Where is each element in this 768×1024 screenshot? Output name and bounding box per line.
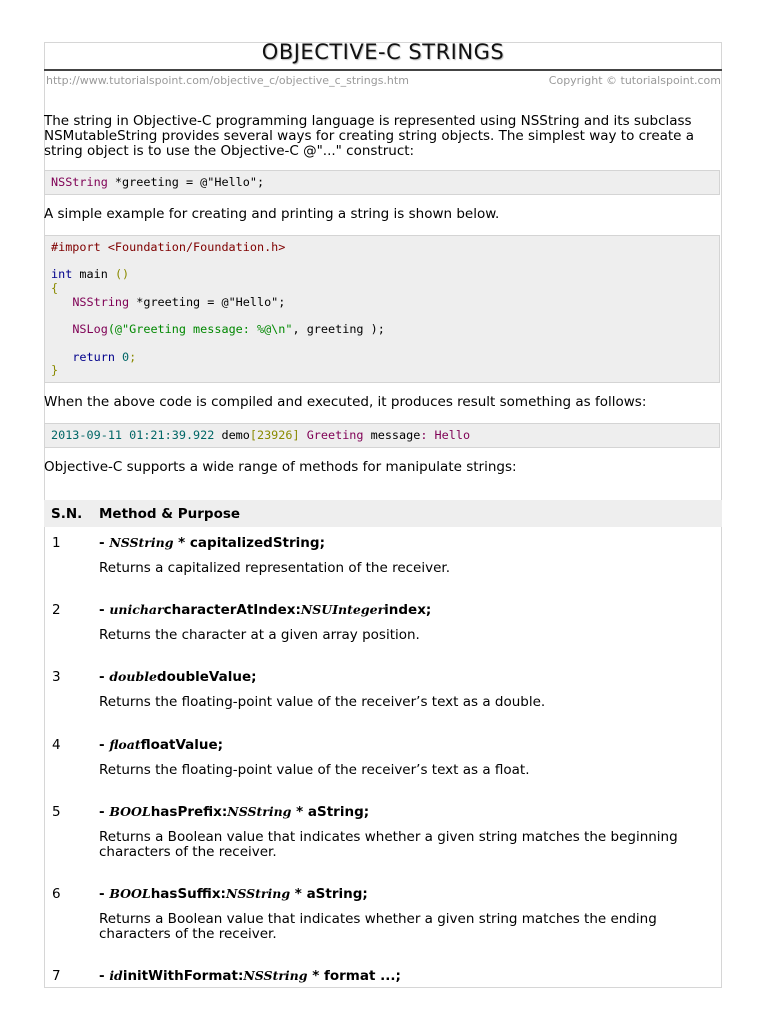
code-token: message	[363, 428, 421, 442]
signature-name: initWithFormat:	[122, 968, 244, 984]
code-token: : Hello	[420, 428, 471, 442]
method-signature	[99, 804, 369, 820]
intro-paragraph: The string in Objective-C programming language is represented using NSString and its subclass NSMutableString provides several ways for creating string objects. The simplest way to create a string object is to use the Objective-C @"..." construct:	[44, 113, 695, 159]
code-token: NSString	[72, 294, 130, 309]
code-token: demo	[214, 428, 250, 442]
row-number: 6	[52, 886, 61, 902]
signature-type: BOOL	[109, 886, 151, 901]
signature-dash: -	[99, 737, 110, 753]
signature-dash: -	[99, 535, 110, 551]
row-number: 5	[52, 804, 61, 820]
code-block-output	[44, 423, 720, 448]
method-description: Returns a Boolean value that indicates whether a given string matches the ending characters of the receiver.	[99, 911, 657, 942]
code-block-example	[44, 235, 720, 383]
example-label: A simple example for creating and printing a string is shown below.	[44, 206, 500, 222]
signature-type: id	[109, 968, 123, 983]
code-token: , greeting );	[292, 322, 385, 337]
signature-type: double	[109, 669, 157, 684]
signature-dash: -	[99, 968, 110, 984]
signature-type: unichar	[109, 602, 164, 617]
method-description: Returns the floating-point value of the receiver’s text as a float.	[99, 762, 530, 778]
signature-name: * aString;	[291, 804, 370, 820]
method-signature	[99, 602, 431, 618]
code-block-declaration	[44, 170, 720, 195]
signature-name: hasPrefix:	[150, 804, 228, 820]
code-token: main	[72, 267, 115, 282]
method-signature	[99, 669, 257, 685]
signature-name: * format ...;	[307, 968, 401, 984]
code-token: NSString	[51, 175, 108, 189]
row-number: 2	[52, 602, 61, 618]
method-signature	[99, 968, 401, 984]
code-token: ;	[129, 349, 137, 364]
method-signature	[99, 535, 325, 551]
code-token: *greeting = @"Hello";	[107, 175, 265, 189]
signature-name: * capitalizedString;	[173, 535, 325, 551]
code-token: (@"Greeting message: %@\n"	[107, 322, 293, 337]
result-label: When the above code is compiled and executed, it produces result something as follows:	[44, 394, 647, 410]
page-title: OBJECTIVE-C STRINGS	[261, 40, 505, 64]
method-description: Returns a Boolean value that indicates whether a given string matches the beginning characters of the receiver.	[99, 829, 678, 860]
signature-type: float	[109, 737, 141, 752]
signature-name: index;	[384, 602, 432, 618]
signature-type: NSUInteger	[300, 602, 385, 617]
method-description: Returns a capitalized representation of the receiver.	[99, 560, 451, 576]
signature-type: NSString	[243, 968, 308, 983]
methods-table-header	[44, 500, 722, 527]
title-divider	[44, 69, 722, 71]
code-token: [23926]	[249, 428, 300, 442]
signature-name: doubleValue;	[156, 669, 257, 685]
signature-dash: -	[99, 602, 110, 618]
methods-label: Objective-C supports a wide range of methods for manipulate strings:	[44, 459, 517, 475]
page-url: http://www.tutorialspoint.com/objective_c/objective_c_strings.htm	[46, 74, 409, 87]
code-token: {	[51, 281, 59, 296]
method-description: Returns the character at a given array position.	[99, 627, 420, 643]
method-description: Returns the floating-point value of the receiver’s text as a double.	[99, 694, 546, 710]
code-token: 0	[114, 349, 130, 364]
signature-dash: -	[99, 669, 110, 685]
signature-name: * aString;	[290, 886, 368, 902]
code-token: int	[51, 267, 73, 282]
row-number: 3	[52, 669, 61, 685]
code-token: 2013-09-11 01:21:39.922	[51, 428, 215, 442]
code-token: ()	[114, 267, 130, 282]
method-signature	[99, 737, 223, 753]
column-header-sn: S.N.	[51, 506, 83, 522]
method-signature	[99, 886, 368, 902]
column-header-method: Method & Purpose	[99, 506, 241, 522]
code-token: Greeting	[299, 428, 364, 442]
code-token: return	[72, 349, 115, 364]
row-number: 4	[52, 737, 61, 753]
row-number: 1	[52, 535, 61, 551]
signature-dash: -	[99, 886, 110, 902]
signature-type: NSString	[227, 804, 292, 819]
row-number: 7	[52, 968, 61, 984]
code-token: *greeting = @"Hello";	[129, 294, 286, 309]
code-token: NSLog	[72, 322, 108, 337]
code-token: #import <Foundation/Foundation.h>	[51, 240, 286, 254]
signature-type: NSString	[109, 535, 174, 550]
code-token: }	[51, 363, 59, 378]
signature-type: BOOL	[109, 804, 151, 819]
signature-name: floatValue;	[140, 737, 224, 753]
signature-name: hasSuffix:	[150, 886, 226, 902]
copyright-notice: Copyright © tutorialspoint.com	[548, 74, 721, 87]
signature-dash: -	[99, 804, 110, 820]
signature-name: characterAtIndex:	[163, 602, 301, 618]
signature-type: NSString	[225, 886, 291, 901]
